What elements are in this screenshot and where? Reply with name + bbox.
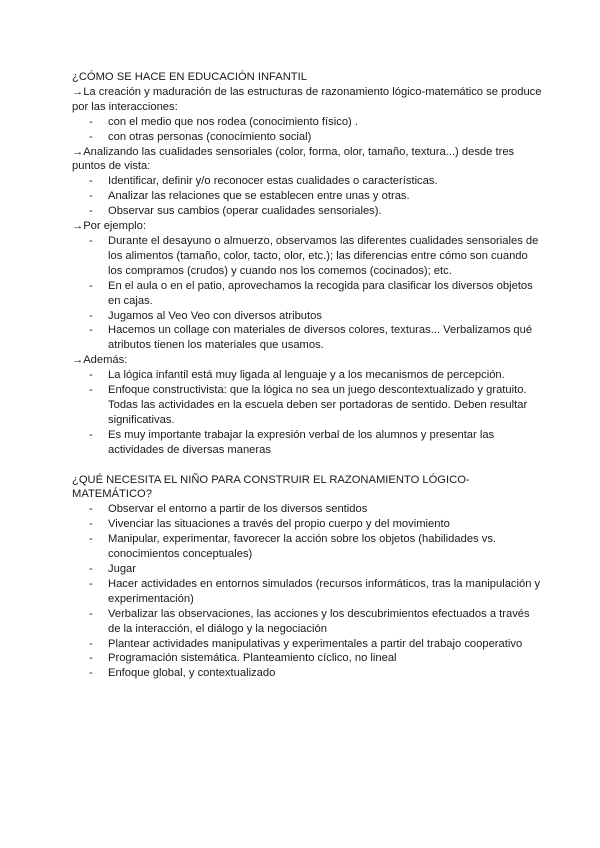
ademas-intro: →Además: bbox=[72, 354, 128, 367]
document-page bbox=[72, 70, 542, 681]
list-item: - Manipular, experimentar, favorecer la acción sobre los objetos (habilidades vs. conocimientos conceptuales) bbox=[72, 532, 542, 562]
section-heading-que-necesita: ¿QUÉ NECESITA EL NIÑO PARA CONSTRUIR EL RAZONAMIENTO LÓGICO-MATEMÁTICO? bbox=[72, 473, 470, 501]
list-item: - Durante el desayuno o almuerzo, observamos las diferentes cualidades sensoriales de los alimentos (tamaño, color, tacto, olor, etc.); las diferencias entre cómo son cuando los compramos (crudos) y cuando nos los comemos (cocinados); etc. bbox=[72, 234, 542, 279]
interactions-intro: →La creación y maduración de las estructuras de razonamiento lógico-matemático se produce por las interacciones: bbox=[72, 85, 542, 113]
example-intro: →Por ejemplo: bbox=[72, 220, 146, 233]
list-item: - Plantear actividades manipulativas y experimentales a partir del trabajo cooperativo bbox=[72, 637, 542, 652]
list-item: - Jugar bbox=[72, 562, 542, 577]
list-item: - Enfoque global, y contextualizado bbox=[72, 666, 542, 681]
list-item: - con el medio que nos rodea (conocimiento físico) . bbox=[72, 115, 542, 130]
sensory-list bbox=[72, 174, 542, 219]
interactions-list bbox=[72, 115, 542, 145]
list-item: - Observar el entorno a partir de los diversos sentidos bbox=[72, 502, 542, 517]
list-item: - Hacemos un collage con materiales de diversos colores, texturas... Verbalizamos qué atributos tienen los materiales que usamos. bbox=[72, 323, 542, 353]
section-heading-como: ¿CÓMO SE HACE EN EDUCACIÓN INFANTIL bbox=[72, 71, 307, 83]
list-item: - con otras personas (conocimiento social) bbox=[72, 130, 542, 145]
list-item: - Analizar las relaciones que se establecen entre unas y otras. bbox=[72, 189, 542, 204]
list-item: - Hacer actividades en entornos simulados (recursos informáticos, tras la manipulación y experimentación) bbox=[72, 577, 542, 607]
list-item: - Es muy importante trabajar la expresión verbal de los alumnos y presentar las actividades de diversas maneras bbox=[72, 428, 542, 458]
list-item: - Vivenciar las situaciones a través del propio cuerpo y del movimiento bbox=[72, 517, 542, 532]
list-item: - Observar sus cambios (operar cualidades sensoriales). bbox=[72, 204, 542, 219]
section-spacer bbox=[72, 458, 542, 473]
list-item: - Programación sistemática. Planteamiento cíclico, no lineal bbox=[72, 651, 542, 666]
sensory-intro: →Analizando las cualidades sensoriales (color, forma, olor, tamaño, textura...) desde tres puntos de vista: bbox=[72, 145, 515, 173]
list-item: - Verbalizar las observaciones, las acciones y los descubrimientos efectuados a través de la interacción, el diálogo y la negociación bbox=[72, 607, 542, 637]
list-item: - Enfoque constructivista: que la lógica no sea un juego descontextualizado y gratuito. Todas las actividades en la escuela deben ser portadoras de sentido. Deben resultar significativas. bbox=[72, 383, 542, 428]
needs-list bbox=[72, 502, 542, 681]
list-item: - Jugamos al Veo Veo con diversos atributos bbox=[72, 309, 542, 324]
list-item: - En el aula o en el patio, aprovechamos la recogida para clasificar los diversos objetos en cajas. bbox=[72, 279, 542, 309]
list-item: - La lógica infantil está muy ligada al lenguaje y a los mecanismos de percepción. bbox=[72, 368, 542, 383]
ademas-list bbox=[72, 368, 542, 457]
list-item: - Identificar, definir y/o reconocer estas cualidades o características. bbox=[72, 174, 542, 189]
examples-list bbox=[72, 234, 542, 353]
